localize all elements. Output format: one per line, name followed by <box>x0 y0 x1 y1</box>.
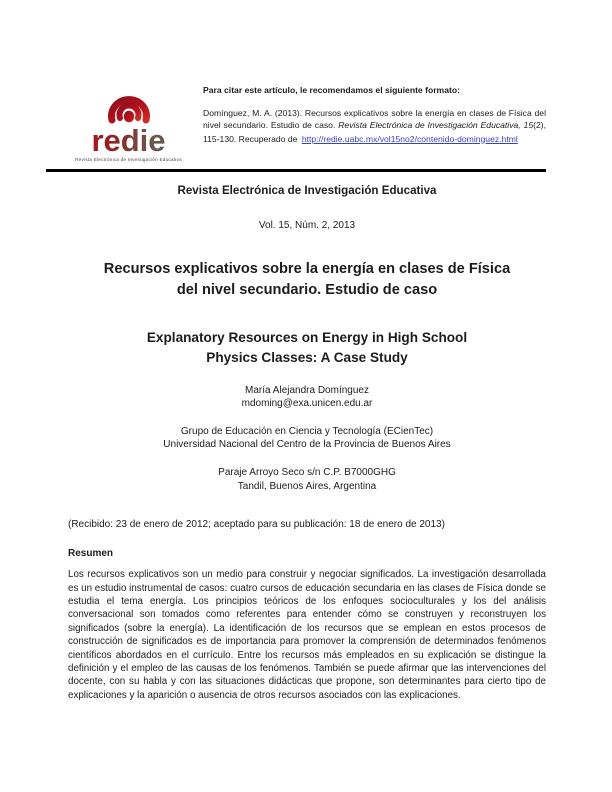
redie-wordmark: redie <box>70 126 187 156</box>
received-accepted-line: (Recibido: 23 de enero de 2012; aceptado para su publicación: 18 de enero de 2013) <box>68 519 445 531</box>
address-line2: Tandil, Buenos Aires, Argentina <box>237 480 377 492</box>
article-content <box>0 184 612 703</box>
citation-text <box>203 107 546 145</box>
journal-title: Revista Electrónica de Investigación Educativa <box>177 183 437 197</box>
page-header <box>70 84 546 162</box>
article-title-english-line1: Explanatory Resources on Energy in High School <box>146 329 468 345</box>
citation-pages: (2), 115-130. Recuperado de <box>203 120 546 144</box>
article-title-english-line2: Physics Classes: A Case Study <box>206 349 408 365</box>
author-block <box>68 384 546 411</box>
citation-text-plain: Domínguez, M. A. (2013). Recursos explicativos sobre la energía en clases de Física del nivel secundario. Estudio de caso. <box>203 108 546 131</box>
article-title-spanish <box>68 259 546 302</box>
header-divider-rule <box>46 169 546 172</box>
author-name: María Alejandra Domínguez <box>245 384 369 396</box>
address-line1: Paraje Arroyo Seco s/n C.P. B7000GHG <box>218 466 396 478</box>
research-group: Grupo de Educación en Ciencia y Tecnología (ECienTec) <box>180 425 434 437</box>
citation-heading: Para citar este artículo, le recomendamos el siguiente formato: <box>203 85 460 95</box>
redie-logo-tagline: Revista Electrónica de Investigación Educativa <box>75 157 182 162</box>
affiliation-block <box>68 425 546 452</box>
author-email: mdoming@exa.unicen.edu.ar <box>241 398 373 410</box>
address-block <box>68 466 546 493</box>
citation-url-link[interactable]: http://redie.uabc.mx/vol15no2/contenido-dominguez.html <box>301 133 518 144</box>
abstract-text: Los recursos explicativos son un medio para construir y negociar significados. La investigación desarrollada es un estudio instrumental de casos: cuatro cursos de educación secundaria en las clases de Física donde se estudia el tema energía. Los principios teóricos de los enfoques socioculturales y los del análisis conversacional son tomados como referentes para entender cómo se construyen y reconstruyen los significados (sobre la energía). La identificación de los recursos que se emplean en estos procesos de construcción de significados es de importancia para promover la comprensión de determinados fenómenos científicos abordados en el currículo. Entre los recursos más empleados en su explicación se distingue la definición y el empleo de las causas de los fenómenos. También se puede afirmar que las intervenciones del docente, con su habla y con las situaciones didácticas que propone, son determinantes para cierto tipo de explicaciones y la aparición o ausencia de otros recursos asociados con las explicaciones. <box>68 569 546 701</box>
volume-issue-line: Vol. 15, Núm. 2, 2013 <box>258 219 356 231</box>
redie-logo <box>70 84 187 162</box>
article-title-english <box>68 328 546 368</box>
university-name: Universidad Nacional del Centro de la Provincia de Buenos Aires <box>163 439 451 451</box>
abstract-heading: Resumen <box>68 548 114 560</box>
citation-box <box>203 84 546 145</box>
article-title-spanish-line1: Recursos explicativos sobre la energía en clases de Física <box>103 260 511 277</box>
citation-journal-italic: Revista Electrónica de Investigación Educativa, 15 <box>338 120 534 131</box>
article-title-spanish-line2: del nivel secundario. Estudio de caso <box>176 282 438 299</box>
